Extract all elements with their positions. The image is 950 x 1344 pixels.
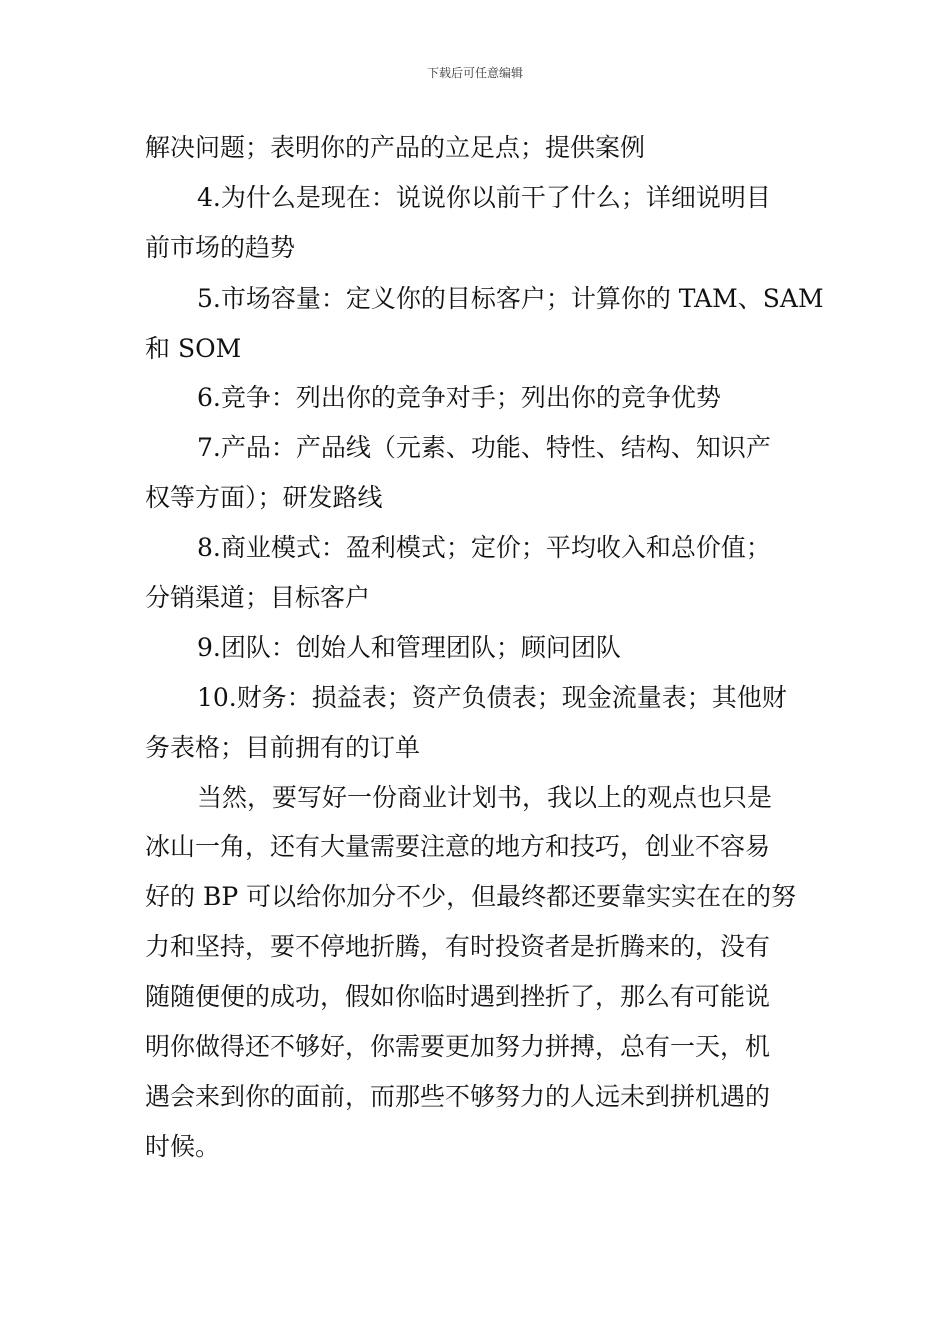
list-item-9: 9.团队：创始人和管理团队；顾问团队: [197, 633, 621, 662]
paragraph-line: 好的 BP 可以给你加分不少，但最终都还要靠实实在在的努: [145, 882, 797, 911]
paragraph-line: 随随便便的成功，假如你临时遇到挫折了，那么有可能说: [145, 982, 771, 1011]
paragraph-line: 冰山一角，还有大量需要注意的地方和技巧，创业不容易: [145, 832, 771, 861]
list-item-5: 5.市场容量：定义你的目标客户；计算你的 TAM、SAM: [197, 284, 824, 313]
text-line: 前市场的趋势: [145, 233, 296, 262]
text-line: 和 SOM: [145, 334, 242, 363]
list-item-4: 4.为什么是现在：说说你以前干了什么；详细说明目: [197, 183, 771, 212]
paragraph-line: 力和坚持，要不停地折腾，有时投资者是折腾来的，没有: [145, 932, 771, 961]
paragraph-line: 明你做得还不够好，你需要更加努力拼搏，总有一天，机: [145, 1032, 771, 1061]
text-line: 权等方面）；研发路线: [145, 483, 383, 512]
list-item-8: 8.商业模式：盈利模式；定价；平均收入和总价值；: [197, 533, 771, 562]
paragraph-line: 时候。: [145, 1132, 221, 1161]
text-line: 务表格；目前拥有的订单: [145, 733, 421, 762]
text-line: 解决问题；表明你的产品的立足点；提供案例: [145, 133, 646, 162]
list-item-10: 10.财务：损益表；资产负债表；现金流量表；其他财: [197, 683, 787, 712]
text-line: 分销渠道；目标客户: [145, 583, 371, 612]
page-header: 下载后可任意编辑: [426, 66, 523, 80]
list-item-6: 6.竞争：列出你的竞争对手；列出你的竞争优势: [197, 383, 721, 412]
paragraph-line: 当然，要写好一份商业计划书，我以上的观点也只是: [197, 783, 773, 812]
list-item-7: 7.产品：产品线（元素、功能、特性、结构、知识产: [197, 433, 771, 462]
paragraph-line: 遇会来到你的面前，而那些不够努力的人远未到拼机遇的: [145, 1082, 771, 1111]
